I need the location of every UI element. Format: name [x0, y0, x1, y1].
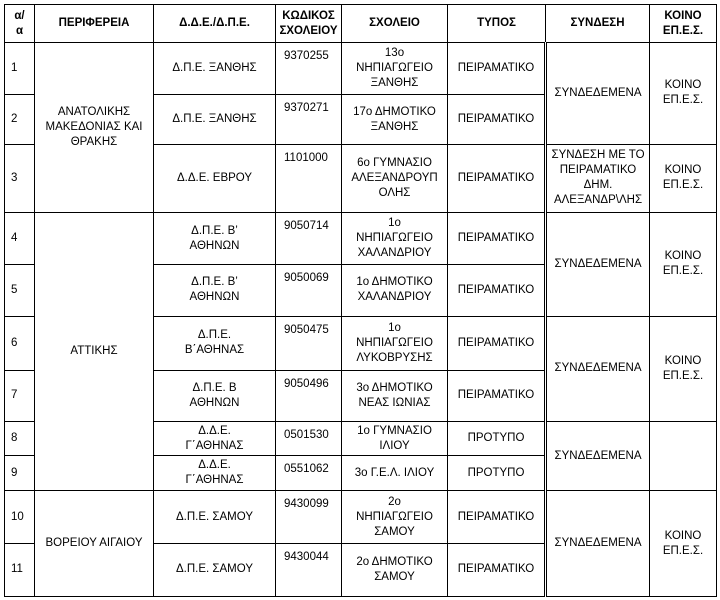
code-cell: 9050496 — [276, 370, 342, 421]
type-cell: ΠΡΟΤΥΠΟ — [448, 456, 546, 491]
link-cell: ΣΥΝΔΕΔΕΜΕΝΑ — [546, 43, 650, 144]
code-cell: 9050714 — [276, 213, 342, 265]
link-cell: ΣΥΝΔΕΣΗ ΜΕ ΤΟ ΠΕΙΡΑΜΑΤΙΚΟ ΔΗΜ. ΑΛΕΞΑΝΔΡ\ΛΗΣ — [546, 144, 650, 212]
common-cell: ΚΟΙΝΟ ΕΠ.Ε.Σ. — [650, 491, 717, 597]
header-link: ΣΥΝΔΕΣΗ — [546, 5, 650, 43]
school-cell: 17ο ΔΗΜΟΤΙΚΟ ΞΑΝΘΗΣ — [342, 95, 448, 144]
header-type: ΤΥΠΟΣ — [448, 5, 546, 43]
type-cell: ΠΕΙΡΑΜΑΤΙΚΟ — [448, 43, 546, 95]
school-cell: 2ο ΔΗΜΟΤΙΚΟ ΣΑΜΟΥ — [342, 543, 448, 596]
code-cell: 9430044 — [276, 543, 342, 596]
link-cell: ΣΥΝΔΕΔΕΜΕΝΑ — [546, 213, 650, 317]
region-cell: ΑΤΤΙΚΗΣ — [35, 213, 154, 491]
row-number: 9 — [5, 456, 35, 491]
row-number: 10 — [5, 491, 35, 543]
school-cell: 6ο ΓΥΜΝΑΣΙΟ ΑΛΕΞΑΝΔΡΟΥΠ ΟΛΗΣ — [342, 144, 448, 212]
common-cell: ΚΟΙΝΟ ΕΠ.Ε.Σ. — [650, 144, 717, 212]
link-cell: ΣΥΝΔΕΔΕΜΕΝΑ — [546, 316, 650, 422]
header-directorate: Δ.Δ.Ε./Δ.Π.Ε. — [154, 5, 276, 43]
region-cell: ΑΝΑΤΟΛΙΚΗΣ ΜΑΚΕΔΟΝΙΑΣ ΚΑΙ ΘΡΑΚΗΣ — [35, 43, 154, 213]
type-cell: ΠΕΙΡΑΜΑΤΙΚΟ — [448, 213, 546, 265]
school-cell: 1ο ΝΗΠΙΑΓΩΓΕΙΟ ΛΥΚΟΒΡΥΣΗΣ — [342, 316, 448, 370]
directorate-cell: Δ.Π.Ε. ΣΑΜΟΥ — [154, 543, 276, 596]
directorate-cell: Δ.Π.Ε. ΞΑΝΘΗΣ — [154, 95, 276, 144]
code-cell: 1101000 — [276, 144, 342, 212]
school-cell: 13ο ΝΗΠΙΑΓΩΓΕΙΟ ΞΑΝΘΗΣ — [342, 43, 448, 95]
school-cell: 1ο ΝΗΠΙΑΓΩΓΕΙΟ ΧΑΛΑΝΔΡΙΟΥ — [342, 213, 448, 265]
directorate-cell: Δ.Π.Ε. ΞΑΝΘΗΣ — [154, 43, 276, 95]
link-cell: ΣΥΝΔΕΔΕΜΕΝΑ — [546, 422, 650, 491]
directorate-cell: Δ.Π.Ε. Β’ ΑΘΗΝΩΝ — [154, 213, 276, 265]
code-cell: 9050069 — [276, 265, 342, 316]
directorate-cell: Δ.Δ.Ε. ΕΒΡΟΥ — [154, 144, 276, 212]
type-cell: ΠΡΟΤΥΠΟ — [448, 422, 546, 456]
type-cell: ΠΕΙΡΑΜΑΤΙΚΟ — [448, 144, 546, 212]
table-row — [5, 491, 717, 543]
row-number: 7 — [5, 370, 35, 421]
type-cell: ΠΕΙΡΑΜΑΤΙΚΟ — [448, 95, 546, 144]
common-cell: ΚΟΙΝΟ ΕΠ.Ε.Σ. — [650, 213, 717, 317]
row-number: 4 — [5, 213, 35, 265]
code-cell: 0551062 — [276, 456, 342, 491]
code-cell: 9370255 — [276, 43, 342, 95]
common-cell — [650, 422, 717, 491]
row-number: 2 — [5, 95, 35, 144]
code-cell: 9370271 — [276, 95, 342, 144]
table-row — [5, 213, 717, 265]
row-number: 1 — [5, 43, 35, 95]
school-cell: 2ο ΝΗΠΙΑΓΩΓΕΙΟ ΣΑΜΟΥ — [342, 491, 448, 543]
directorate-cell: Δ.Δ.Ε. Γ΄ΑΘΗΝΑΣ — [154, 456, 276, 491]
header-row — [5, 5, 717, 43]
header-code: ΚΩΔΙΚΟΣ ΣΧΟΛΕΙΟΥ — [276, 5, 342, 43]
table-row — [5, 43, 717, 95]
school-cell: 3ο ΔΗΜΟΤΙΚΟ ΝΕΑΣ ΙΩΝΙΑΣ — [342, 370, 448, 421]
header-school: ΣΧΟΛΕΙΟ — [342, 5, 448, 43]
school-cell: 1ο ΔΗΜΟΤΙΚΟ ΧΑΛΑΝΔΡΙΟΥ — [342, 265, 448, 316]
school-cell: 1ο ΓΥΜΝΑΣΙΟ ΙΛΙΟΥ — [342, 422, 448, 456]
code-cell: 9050475 — [276, 316, 342, 370]
common-cell: ΚΟΙΝΟ ΕΠ.Ε.Σ. — [650, 316, 717, 422]
row-number: 3 — [5, 144, 35, 212]
row-number: 8 — [5, 422, 35, 456]
type-cell: ΠΕΙΡΑΜΑΤΙΚΟ — [448, 370, 546, 421]
link-cell: ΣΥΝΔΕΔΕΜΕΝΑ — [546, 491, 650, 597]
type-cell: ΠΕΙΡΑΜΑΤΙΚΟ — [448, 265, 546, 316]
type-cell: ΠΕΙΡΑΜΑΤΙΚΟ — [448, 543, 546, 596]
header-aa: α/ α — [5, 5, 35, 43]
directorate-cell: Δ.Π.Ε. Β΄ΑΘΗΝΑΣ — [154, 316, 276, 370]
directorate-cell: Δ.Π.Ε. Β ΑΘΗΝΩΝ — [154, 370, 276, 421]
header-region: ΠΕΡΙΦΕΡΕΙΑ — [35, 5, 154, 43]
school-cell: 3ο Γ.Ε.Λ. ΙΛΙΟΥ — [342, 456, 448, 491]
row-number: 5 — [5, 265, 35, 316]
common-cell: ΚΟΙΝΟ ΕΠ.Ε.Σ. — [650, 43, 717, 144]
directorate-cell: Δ.Δ.Ε. Γ΄ΑΘΗΝΑΣ — [154, 422, 276, 456]
region-cell: ΒΟΡΕΙΟΥ ΑΙΓΑΙΟΥ — [35, 491, 154, 597]
type-cell: ΠΕΙΡΑΜΑΤΙΚΟ — [448, 316, 546, 370]
code-cell: 0501530 — [276, 422, 342, 456]
directorate-cell: Δ.Π.Ε. Β’ ΑΘΗΝΩΝ — [154, 265, 276, 316]
row-number: 6 — [5, 316, 35, 370]
type-cell: ΠΕΙΡΑΜΑΤΙΚΟ — [448, 491, 546, 543]
row-number: 11 — [5, 543, 35, 596]
schools-table — [4, 4, 717, 597]
code-cell: 9430099 — [276, 491, 342, 543]
header-common: ΚΟΙΝΟ ΕΠ.Ε.Σ. — [650, 5, 717, 43]
directorate-cell: Δ.Π.Ε. ΣΑΜΟΥ — [154, 491, 276, 543]
